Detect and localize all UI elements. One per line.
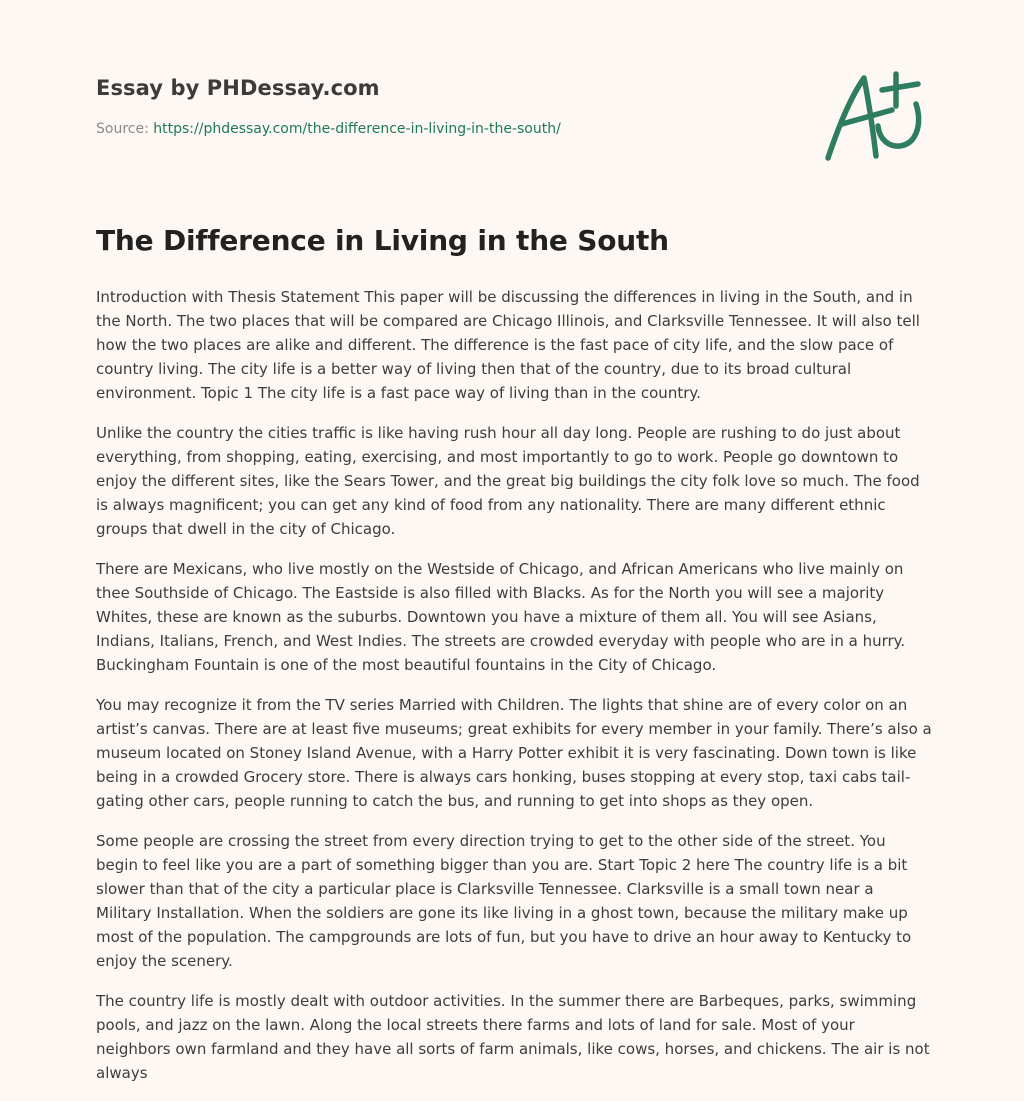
essay-paragraph: There are Mexicans, who live mostly on the Westside of Chicago, and African Americans who live mainly on thee Southside of Chicago. The Eastside is also filled with Blacks. As for the North you will see a majority Whites, these are known as the suburbs. Downtown you have a mixture of them all. You will see Asians, Indians, Italians, French, and West Indies. The streets are crowded everyday with people who are in a hurry. Buckingham Fountain is one of the most beautiful fountains in the City of Chicago. bbox=[96, 560, 906, 674]
a-plus-grade-icon bbox=[820, 64, 932, 168]
source-label: Source: bbox=[96, 121, 149, 137]
site-brand: Essay by PHDessay.com bbox=[96, 76, 380, 100]
essay-paragraph: Some people are crossing the street from every direction trying to get to the other side of the street. You begin to feel like you are a part of something bigger than you are. Start Topic 2 here The country life is a bit slower than that of the city a particular place is Clarksville Tennessee. Clarksville is a small town near a Military Installation. When the soldiers are gone its like living in a ghost town, because the military make up most of the population. The campgrounds are lots of fun, but you have to drive an hour away to Kentucky to enjoy the scenery. bbox=[96, 832, 912, 970]
source-link[interactable]: https://phdessay.com/the-difference-in-living-in-the-south/ bbox=[153, 121, 561, 137]
essay-title: The Difference in Living in the South bbox=[96, 224, 669, 257]
source-line bbox=[96, 121, 796, 137]
essay-paragraph: The country life is mostly dealt with outdoor activities. In the summer there are Barbeques, parks, swimming pools, and jazz on the lawn. Along the local streets there farms and lots of land for sale. Most of your neighbors own farmland and they have all sorts of farm animals, like cows, horses, and chickens. The air is not always bbox=[96, 992, 930, 1082]
essay-body bbox=[96, 285, 932, 1101]
essay-paragraph: Unlike the country the cities traffic is like having rush hour all day long. People are rushing to do just about everything, from shopping, eating, exercising, and most importantly to go to work. People go downtown to enjoy the different sites, like the Sears Tower, and the great big buildings the city folk love so much. The food is always magnificent; you can get any kind of food from any nationality. There are many different ethnic groups that dwell in the city of Chicago. bbox=[96, 424, 920, 538]
essay-paragraph: You may recognize it from the TV series Married with Children. The lights that shine are of every color on an artist’s canvas. There are at least five museums; great exhibits for every member in your family. There’s also a museum located on Stoney Island Avenue, with a Harry Potter exhibit it is very fascinating. Down town is like being in a crowded Grocery store. There is always cars honking, buses stopping at every stop, taxi cabs tail-gating other cars, people running to catch the bus, and running to get into shops as they open. bbox=[96, 696, 932, 810]
essay-paragraph: Introduction with Thesis Statement This paper will be discussing the differences in living in the South, and in the North. The two places that will be compared are Chicago Illinois, and Clarksville Tennessee. It will also tell how the two places are alike and different. The difference is the fast pace of city life, and the slow pace of country living. The city life is a better way of living then that of the country, due to its broad cultural environment. Topic 1 The city life is a fast pace way of living than in the country. bbox=[96, 288, 920, 402]
essay-header bbox=[96, 76, 796, 137]
